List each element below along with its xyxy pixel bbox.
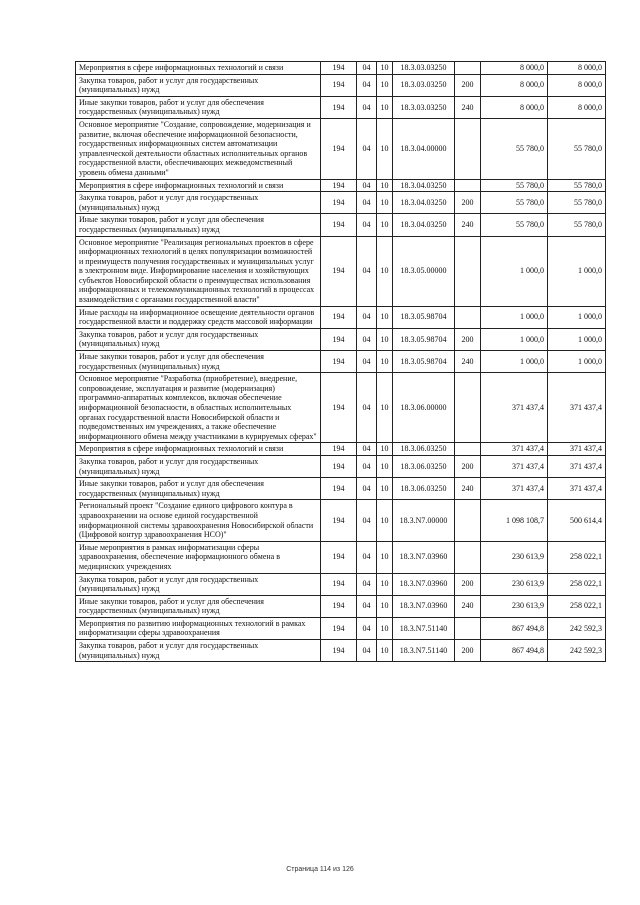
section-code-cell: 04	[357, 328, 377, 350]
amount-year1-cell: 8 000,0	[481, 96, 548, 118]
table-row	[76, 74, 606, 96]
row-name-cell: Мероприятия в сфере информационных технологий и связи	[76, 443, 321, 456]
expense-type-cell: 240	[455, 351, 481, 373]
section-code-cell: 04	[357, 500, 377, 541]
amount-year1-cell: 55 780,0	[481, 118, 548, 179]
row-name-cell: Закупка товаров, работ и услуг для государственных (муниципальных) нужд	[76, 192, 321, 214]
subsection-code-cell: 10	[377, 640, 393, 662]
subsection-code-cell: 10	[377, 74, 393, 96]
amount-year1-cell: 8 000,0	[481, 74, 548, 96]
amount-year1-cell: 55 780,0	[481, 179, 548, 192]
subsection-code-cell: 10	[377, 118, 393, 179]
target-article-cell: 18.3.N7.00000	[393, 500, 455, 541]
amount-year1-cell: 1 098 108,7	[481, 500, 548, 541]
subsection-code-cell: 10	[377, 306, 393, 328]
section-code-cell: 04	[357, 192, 377, 214]
ministry-code-cell: 194	[321, 455, 357, 477]
table-row	[76, 214, 606, 236]
ministry-code-cell: 194	[321, 500, 357, 541]
target-article-cell: 18.3.05.98704	[393, 351, 455, 373]
ministry-code-cell: 194	[321, 62, 357, 75]
amount-year2-cell: 55 780,0	[548, 214, 606, 236]
budget-table	[75, 61, 606, 662]
amount-year1-cell: 230 613,9	[481, 595, 548, 617]
amount-year2-cell: 258 022,1	[548, 595, 606, 617]
amount-year2-cell: 1 000,0	[548, 306, 606, 328]
section-code-cell: 04	[357, 96, 377, 118]
subsection-code-cell: 10	[377, 573, 393, 595]
expense-type-cell	[455, 118, 481, 179]
expense-type-cell: 240	[455, 478, 481, 500]
row-name-cell: Закупка товаров, работ и услуг для государственных (муниципальных) нужд	[76, 455, 321, 477]
expense-type-cell: 240	[455, 595, 481, 617]
table-row	[76, 179, 606, 192]
amount-year1-cell: 371 437,4	[481, 443, 548, 456]
table-row	[76, 306, 606, 328]
ministry-code-cell: 194	[321, 192, 357, 214]
ministry-code-cell: 194	[321, 96, 357, 118]
expense-type-cell	[455, 541, 481, 573]
target-article-cell: 18.3.N7.03960	[393, 573, 455, 595]
subsection-code-cell: 10	[377, 478, 393, 500]
section-code-cell: 04	[357, 640, 377, 662]
ministry-code-cell: 194	[321, 478, 357, 500]
section-code-cell: 04	[357, 62, 377, 75]
target-article-cell: 18.3.03.03250	[393, 96, 455, 118]
row-name-cell: Мероприятия в сфере информационных технологий и связи	[76, 179, 321, 192]
amount-year2-cell: 371 437,4	[548, 373, 606, 443]
row-name-cell: Закупка товаров, работ и услуг для государственных (муниципальных) нужд	[76, 328, 321, 350]
ministry-code-cell: 194	[321, 373, 357, 443]
amount-year1-cell: 8 000,0	[481, 62, 548, 75]
table-row	[76, 573, 606, 595]
ministry-code-cell: 194	[321, 74, 357, 96]
expense-type-cell: 200	[455, 640, 481, 662]
expense-type-cell	[455, 500, 481, 541]
amount-year2-cell: 371 437,4	[548, 455, 606, 477]
target-article-cell: 18.3.N7.51140	[393, 640, 455, 662]
expense-type-cell: 200	[455, 192, 481, 214]
section-code-cell: 04	[357, 541, 377, 573]
target-article-cell: 18.3.06.03250	[393, 455, 455, 477]
target-article-cell: 18.3.06.00000	[393, 373, 455, 443]
amount-year2-cell: 55 780,0	[548, 179, 606, 192]
row-name-cell: Иные закупки товаров, работ и услуг для обеспечения государственных (муниципальных) нужд	[76, 595, 321, 617]
section-code-cell: 04	[357, 214, 377, 236]
section-code-cell: 04	[357, 595, 377, 617]
target-article-cell: 18.3.03.03250	[393, 62, 455, 75]
target-article-cell: 18.3.05.00000	[393, 236, 455, 306]
ministry-code-cell: 194	[321, 118, 357, 179]
expense-type-cell	[455, 179, 481, 192]
amount-year2-cell: 8 000,0	[548, 62, 606, 75]
target-article-cell: 18.3.06.03250	[393, 478, 455, 500]
expense-type-cell: 200	[455, 74, 481, 96]
amount-year1-cell: 371 437,4	[481, 373, 548, 443]
subsection-code-cell: 10	[377, 455, 393, 477]
ministry-code-cell: 194	[321, 179, 357, 192]
row-name-cell: Закупка товаров, работ и услуг для государственных (муниципальных) нужд	[76, 74, 321, 96]
row-name-cell: Иные закупки товаров, работ и услуг для обеспечения государственных (муниципальных) нужд	[76, 214, 321, 236]
amount-year2-cell: 1 000,0	[548, 236, 606, 306]
amount-year2-cell: 8 000,0	[548, 96, 606, 118]
amount-year1-cell: 371 437,4	[481, 455, 548, 477]
amount-year2-cell: 258 022,1	[548, 541, 606, 573]
row-name-cell: Основное мероприятие "Разработка (приобретение), внедрение, сопровождение, эксплуатация и развитие (модернизация) программно-аппаратных комплексов, включая обеспечение информационной безопасности, в областных исполнительных органах государственной власти Новосибирской области и подведомственных им учреждениях, а также обеспечение информационного обмена между участниками в курируемых сферах"	[76, 373, 321, 443]
amount-year2-cell: 500 614,4	[548, 500, 606, 541]
row-name-cell: Иные закупки товаров, работ и услуг для обеспечения государственных (муниципальных) нужд	[76, 96, 321, 118]
subsection-code-cell: 10	[377, 351, 393, 373]
amount-year1-cell: 55 780,0	[481, 214, 548, 236]
subsection-code-cell: 10	[377, 96, 393, 118]
target-article-cell: 18.3.04.03250	[393, 214, 455, 236]
ministry-code-cell: 194	[321, 214, 357, 236]
target-article-cell: 18.3.04.03250	[393, 192, 455, 214]
ministry-code-cell: 194	[321, 328, 357, 350]
target-article-cell: 18.3.04.00000	[393, 118, 455, 179]
subsection-code-cell: 10	[377, 328, 393, 350]
target-article-cell: 18.3.N7.03960	[393, 541, 455, 573]
row-name-cell: Основное мероприятие "Реализация региональных проектов в сфере информационных технологий в целях популяризации возможностей и преимуществ получения государственных и муниципальных услуг в электронном виде. Информирование населения и хозяйствующих субъектов Новосибирской области о преимуществах использования информационных и телекоммуникационных технологий в процессах взаимодействия с органами государственной власти"	[76, 236, 321, 306]
amount-year1-cell: 867 494,8	[481, 640, 548, 662]
section-code-cell: 04	[357, 478, 377, 500]
ministry-code-cell: 194	[321, 306, 357, 328]
section-code-cell: 04	[357, 306, 377, 328]
expense-type-cell	[455, 373, 481, 443]
ministry-code-cell: 194	[321, 351, 357, 373]
table-body	[76, 62, 606, 662]
section-code-cell: 04	[357, 573, 377, 595]
expense-type-cell	[455, 443, 481, 456]
section-code-cell: 04	[357, 236, 377, 306]
row-name-cell: Основное мероприятие "Создание, сопровождение, модернизация и развитие, включая обеспечение информационной безопасности, государственных информационных систем автоматизации управленческой деятельности областных исполнительных органов государственной власти, обеспечивающих межведомственный уровень обмена данными"	[76, 118, 321, 179]
amount-year1-cell: 55 780,0	[481, 192, 548, 214]
amount-year1-cell: 371 437,4	[481, 478, 548, 500]
expense-type-cell: 200	[455, 328, 481, 350]
subsection-code-cell: 10	[377, 617, 393, 639]
subsection-code-cell: 10	[377, 179, 393, 192]
expense-type-cell	[455, 62, 481, 75]
subsection-code-cell: 10	[377, 236, 393, 306]
subsection-code-cell: 10	[377, 595, 393, 617]
ministry-code-cell: 194	[321, 617, 357, 639]
ministry-code-cell: 194	[321, 443, 357, 456]
amount-year2-cell: 55 780,0	[548, 118, 606, 179]
section-code-cell: 04	[357, 373, 377, 443]
amount-year2-cell: 1 000,0	[548, 351, 606, 373]
section-code-cell: 04	[357, 74, 377, 96]
subsection-code-cell: 10	[377, 214, 393, 236]
amount-year2-cell: 242 592,3	[548, 640, 606, 662]
table-row	[76, 236, 606, 306]
section-code-cell: 04	[357, 179, 377, 192]
subsection-code-cell: 10	[377, 541, 393, 573]
amount-year1-cell: 1 000,0	[481, 328, 548, 350]
table-row	[76, 500, 606, 541]
section-code-cell: 04	[357, 455, 377, 477]
section-code-cell: 04	[357, 118, 377, 179]
subsection-code-cell: 10	[377, 62, 393, 75]
row-name-cell: Региональный проект "Создание единого цифрового контура в здравоохранении на основе единой государственной информационной системы здравоохранения Новосибирской области (Цифровой контур здравоохранения НСО)"	[76, 500, 321, 541]
expense-type-cell	[455, 617, 481, 639]
section-code-cell: 04	[357, 617, 377, 639]
subsection-code-cell: 10	[377, 443, 393, 456]
amount-year1-cell: 230 613,9	[481, 541, 548, 573]
section-code-cell: 04	[357, 443, 377, 456]
target-article-cell: 18.3.N7.51140	[393, 617, 455, 639]
amount-year2-cell: 258 022,1	[548, 573, 606, 595]
amount-year2-cell: 371 437,4	[548, 443, 606, 456]
table-row	[76, 351, 606, 373]
row-name-cell: Иные расходы на информационное освещение деятельности органов государственной власти и поддержку средств массовой информации	[76, 306, 321, 328]
amount-year2-cell: 8 000,0	[548, 74, 606, 96]
row-name-cell: Мероприятия в сфере информационных технологий и связи	[76, 62, 321, 75]
table-row	[76, 328, 606, 350]
row-name-cell: Мероприятия по развитию информационных технологий в рамках информатизации сферы здравоохранения	[76, 617, 321, 639]
amount-year2-cell: 371 437,4	[548, 478, 606, 500]
amount-year1-cell: 1 000,0	[481, 236, 548, 306]
expense-type-cell: 200	[455, 455, 481, 477]
subsection-code-cell: 10	[377, 373, 393, 443]
table-row	[76, 478, 606, 500]
subsection-code-cell: 10	[377, 500, 393, 541]
row-name-cell: Закупка товаров, работ и услуг для государственных (муниципальных) нужд	[76, 640, 321, 662]
subsection-code-cell: 10	[377, 192, 393, 214]
amount-year2-cell: 1 000,0	[548, 328, 606, 350]
amount-year2-cell: 55 780,0	[548, 192, 606, 214]
target-article-cell: 18.3.04.03250	[393, 179, 455, 192]
target-article-cell: 18.3.05.98704	[393, 328, 455, 350]
table-row	[76, 62, 606, 75]
table-row	[76, 455, 606, 477]
target-article-cell: 18.3.06.03250	[393, 443, 455, 456]
amount-year1-cell: 1 000,0	[481, 351, 548, 373]
ministry-code-cell: 194	[321, 541, 357, 573]
section-code-cell: 04	[357, 351, 377, 373]
table-row	[76, 617, 606, 639]
row-name-cell: Иные мероприятия в рамках информатизации сферы здравоохранения, обеспечение информационного обмена в медицинских учреждениях	[76, 541, 321, 573]
amount-year1-cell: 867 494,8	[481, 617, 548, 639]
row-name-cell: Закупка товаров, работ и услуг для государственных (муниципальных) нужд	[76, 573, 321, 595]
ministry-code-cell: 194	[321, 595, 357, 617]
row-name-cell: Иные закупки товаров, работ и услуг для обеспечения государственных (муниципальных) нужд	[76, 351, 321, 373]
expense-type-cell: 240	[455, 96, 481, 118]
table-row	[76, 443, 606, 456]
target-article-cell: 18.3.N7.03960	[393, 595, 455, 617]
expense-type-cell: 240	[455, 214, 481, 236]
table-row	[76, 640, 606, 662]
amount-year2-cell: 242 592,3	[548, 617, 606, 639]
expense-type-cell	[455, 236, 481, 306]
ministry-code-cell: 194	[321, 573, 357, 595]
amount-year1-cell: 1 000,0	[481, 306, 548, 328]
table-row	[76, 373, 606, 443]
expense-type-cell: 200	[455, 573, 481, 595]
table-row	[76, 541, 606, 573]
ministry-code-cell: 194	[321, 236, 357, 306]
target-article-cell: 18.3.03.03250	[393, 74, 455, 96]
target-article-cell: 18.3.05.98704	[393, 306, 455, 328]
table-row	[76, 192, 606, 214]
table-row	[76, 595, 606, 617]
expense-type-cell	[455, 306, 481, 328]
table-row	[76, 118, 606, 179]
amount-year1-cell: 230 613,9	[481, 573, 548, 595]
table-row	[76, 96, 606, 118]
page-number: Страница 114 из 126	[286, 866, 354, 873]
ministry-code-cell: 194	[321, 640, 357, 662]
row-name-cell: Иные закупки товаров, работ и услуг для обеспечения государственных (муниципальных) нужд	[76, 478, 321, 500]
